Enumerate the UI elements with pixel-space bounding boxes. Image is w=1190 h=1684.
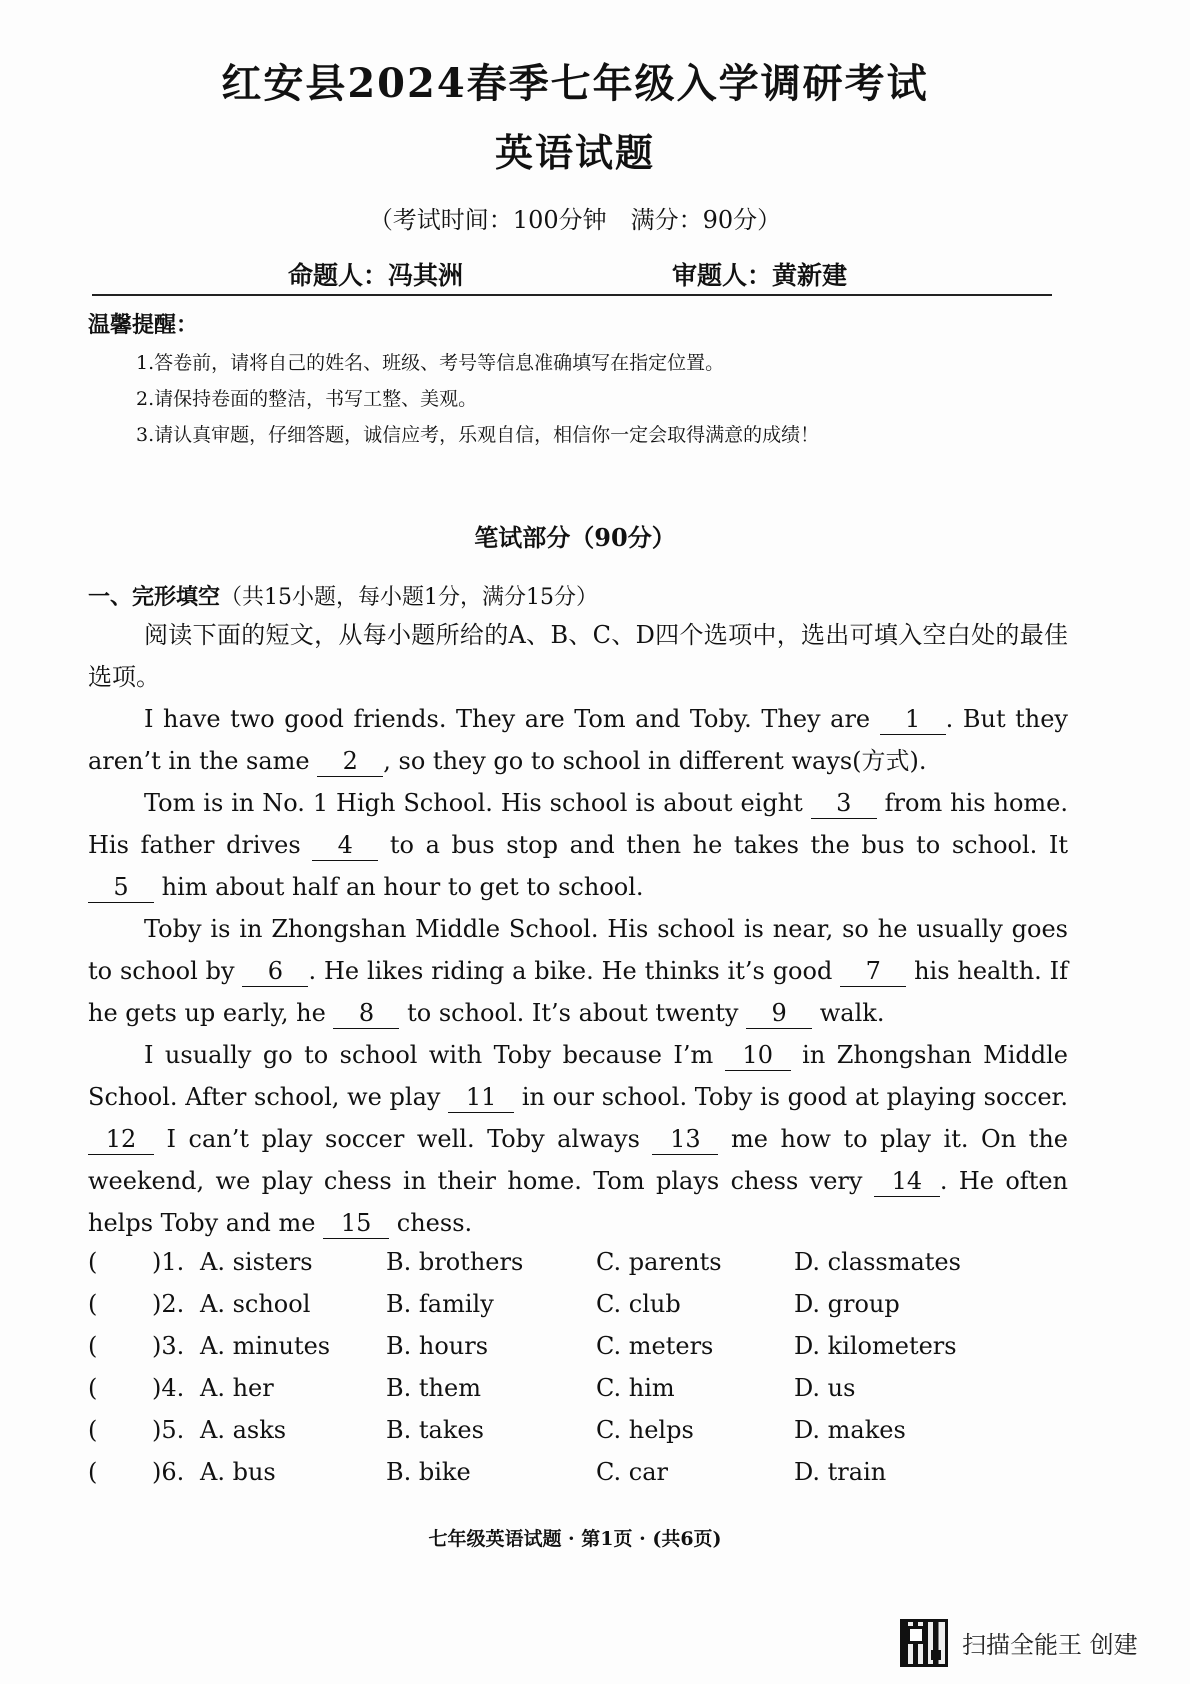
- passage-text: to a bus stop and then he takes the bus to school. It: [378, 831, 1068, 859]
- scanner-watermark: [900, 1617, 1180, 1667]
- blank-13: 13: [652, 1124, 718, 1155]
- option-b: B. takes: [386, 1416, 484, 1444]
- reviewer-name: 审题人：黄新建: [672, 261, 848, 290]
- option-a: A. bus: [200, 1458, 276, 1486]
- blank-4: 4: [312, 830, 378, 861]
- question-number: )4.: [152, 1374, 185, 1402]
- blank-2: 2: [317, 746, 383, 777]
- blank-10: 10: [725, 1040, 791, 1071]
- question-number: )1.: [152, 1248, 185, 1276]
- question-number: )5.: [152, 1416, 185, 1444]
- passage-text: . But they aren’t in the same: [88, 705, 1068, 775]
- passage-text: chess.: [389, 1209, 473, 1237]
- passage-text: . He often helps Toby and me: [88, 1167, 1068, 1237]
- option-b: B. brothers: [386, 1248, 524, 1276]
- passage-text: in our school. Toby is good at playing soccer.: [514, 1083, 1068, 1111]
- question-row: [88, 1290, 1088, 1330]
- passage-text: me how to play it. On the weekend, we play chess in their home. Tom plays chess very: [88, 1125, 1068, 1195]
- blank-7: 7: [840, 956, 906, 987]
- answer-paren[interactable]: (: [88, 1458, 98, 1486]
- option-c: C. helps: [596, 1416, 694, 1444]
- option-a: A. her: [200, 1374, 274, 1402]
- option-b: B. bike: [386, 1458, 471, 1486]
- blank-8: 8: [333, 998, 399, 1029]
- option-b: B. family: [386, 1290, 494, 1318]
- question-number: )6.: [152, 1458, 185, 1486]
- passage-text: in Zhongshan Middle School. After school, we play: [88, 1041, 1068, 1111]
- option-c: C. meters: [596, 1332, 714, 1360]
- answer-paren[interactable]: (: [88, 1290, 98, 1318]
- option-c: C. car: [596, 1458, 668, 1486]
- part-heading: [88, 580, 598, 611]
- blank-9: 9: [746, 998, 812, 1029]
- tip-item: 2.请保持卷面的整洁，书写工整、美观。: [136, 388, 478, 410]
- answer-paren[interactable]: (: [88, 1248, 98, 1276]
- option-d: D. group: [794, 1290, 900, 1318]
- option-d: D. us: [794, 1374, 856, 1402]
- tip-item: 3.请认真审题，仔细答题，诚信应考，乐观自信，相信你一定会取得满意的成绩！: [136, 424, 820, 446]
- passage-text: to school. It’s about twenty: [399, 999, 747, 1027]
- section-title: 笔试部分（90分）: [474, 523, 676, 552]
- option-c: C. club: [596, 1290, 681, 1318]
- question-row: [88, 1416, 1088, 1456]
- author-name: 命题人：冯其洲: [288, 261, 464, 290]
- blank-6: 6: [242, 956, 308, 987]
- instruction: 阅读下面的短文，从每小题所给的A、B、C、D四个选项中，选出可填入空白处的最佳选项。: [88, 621, 1068, 691]
- scanner-watermark-text: 扫描全能王 创建: [962, 1631, 1138, 1659]
- part-heading-note: （共15小题，每小题1分，满分15分）: [220, 585, 599, 610]
- page-footer: 七年级英语试题 · 第1页 · (共6页): [428, 1528, 722, 1550]
- option-a: A. sisters: [200, 1248, 313, 1276]
- option-b: B. them: [386, 1374, 481, 1402]
- question-number: )3.: [152, 1332, 185, 1360]
- passage-text: him about half an hour to get to school.: [154, 873, 644, 901]
- tips-heading: 温馨提醒：: [88, 312, 199, 338]
- exam-info: （考试时间：100分钟 满分：90分）: [368, 206, 782, 234]
- question-row: [88, 1374, 1088, 1414]
- exam-subject: 英语试题: [494, 130, 655, 175]
- option-d: D. makes: [794, 1416, 906, 1444]
- passage-paragraph: [88, 782, 1068, 908]
- exam-title: 红安县2024春季七年级入学调研考试: [221, 60, 929, 107]
- passage-text: Toby is in Zhongshan Middle School. His school is near, so he usually goes to school by: [88, 915, 1068, 985]
- option-d: D. train: [794, 1458, 887, 1486]
- passage-text: I can’t play soccer well. Toby always: [154, 1125, 653, 1153]
- passage-text: I have two good friends. They are Tom and Toby. They are: [144, 705, 880, 733]
- authors-line: [92, 256, 1052, 296]
- answer-paren[interactable]: (: [88, 1416, 98, 1444]
- passage-text: , so they go to school in different ways(方式).: [383, 747, 927, 775]
- part-heading-title: 一、完形填空: [88, 584, 221, 610]
- blank-15: 15: [323, 1208, 389, 1239]
- passage-text: from his home. His father drives: [88, 789, 1068, 859]
- blank-12: 12: [88, 1124, 154, 1155]
- passage-text: . He likes riding a bike. He thinks it’s good: [308, 957, 841, 985]
- tip-item: 1.答卷前，请将自己的姓名、班级、考号等信息准确填写在指定位置。: [136, 352, 725, 374]
- passage-text: walk.: [812, 999, 885, 1027]
- passage-paragraph: [88, 908, 1068, 1034]
- option-d: D. classmates: [794, 1248, 961, 1276]
- answer-paren[interactable]: (: [88, 1374, 98, 1402]
- qr-code-icon: [900, 1619, 948, 1667]
- question-row: [88, 1458, 1088, 1498]
- question-number: )2.: [152, 1290, 185, 1318]
- option-c: C. parents: [596, 1248, 722, 1276]
- question-row: [88, 1248, 1088, 1288]
- option-a: A. school: [200, 1290, 311, 1318]
- passage-text: Tom is in No. 1 High School. His school is about eight: [144, 789, 811, 817]
- option-d: D. kilometers: [794, 1332, 957, 1360]
- blank-14: 14: [874, 1166, 940, 1197]
- option-c: C. him: [596, 1374, 675, 1402]
- passage-paragraph: [88, 1034, 1068, 1244]
- option-b: B. hours: [386, 1332, 489, 1360]
- passage-text: I usually go to school with Toby because I’m: [144, 1041, 725, 1069]
- option-a: A. minutes: [200, 1332, 331, 1360]
- option-a: A. asks: [200, 1416, 287, 1444]
- passage-text: his health. If he gets up early, he: [88, 957, 1069, 1027]
- question-row: [88, 1332, 1088, 1372]
- answer-paren[interactable]: (: [88, 1332, 98, 1360]
- passage-paragraph: [88, 698, 1068, 782]
- blank-1: 1: [880, 704, 946, 735]
- blank-11: 11: [448, 1082, 514, 1113]
- blank-5: 5: [88, 872, 154, 903]
- blank-3: 3: [811, 788, 877, 819]
